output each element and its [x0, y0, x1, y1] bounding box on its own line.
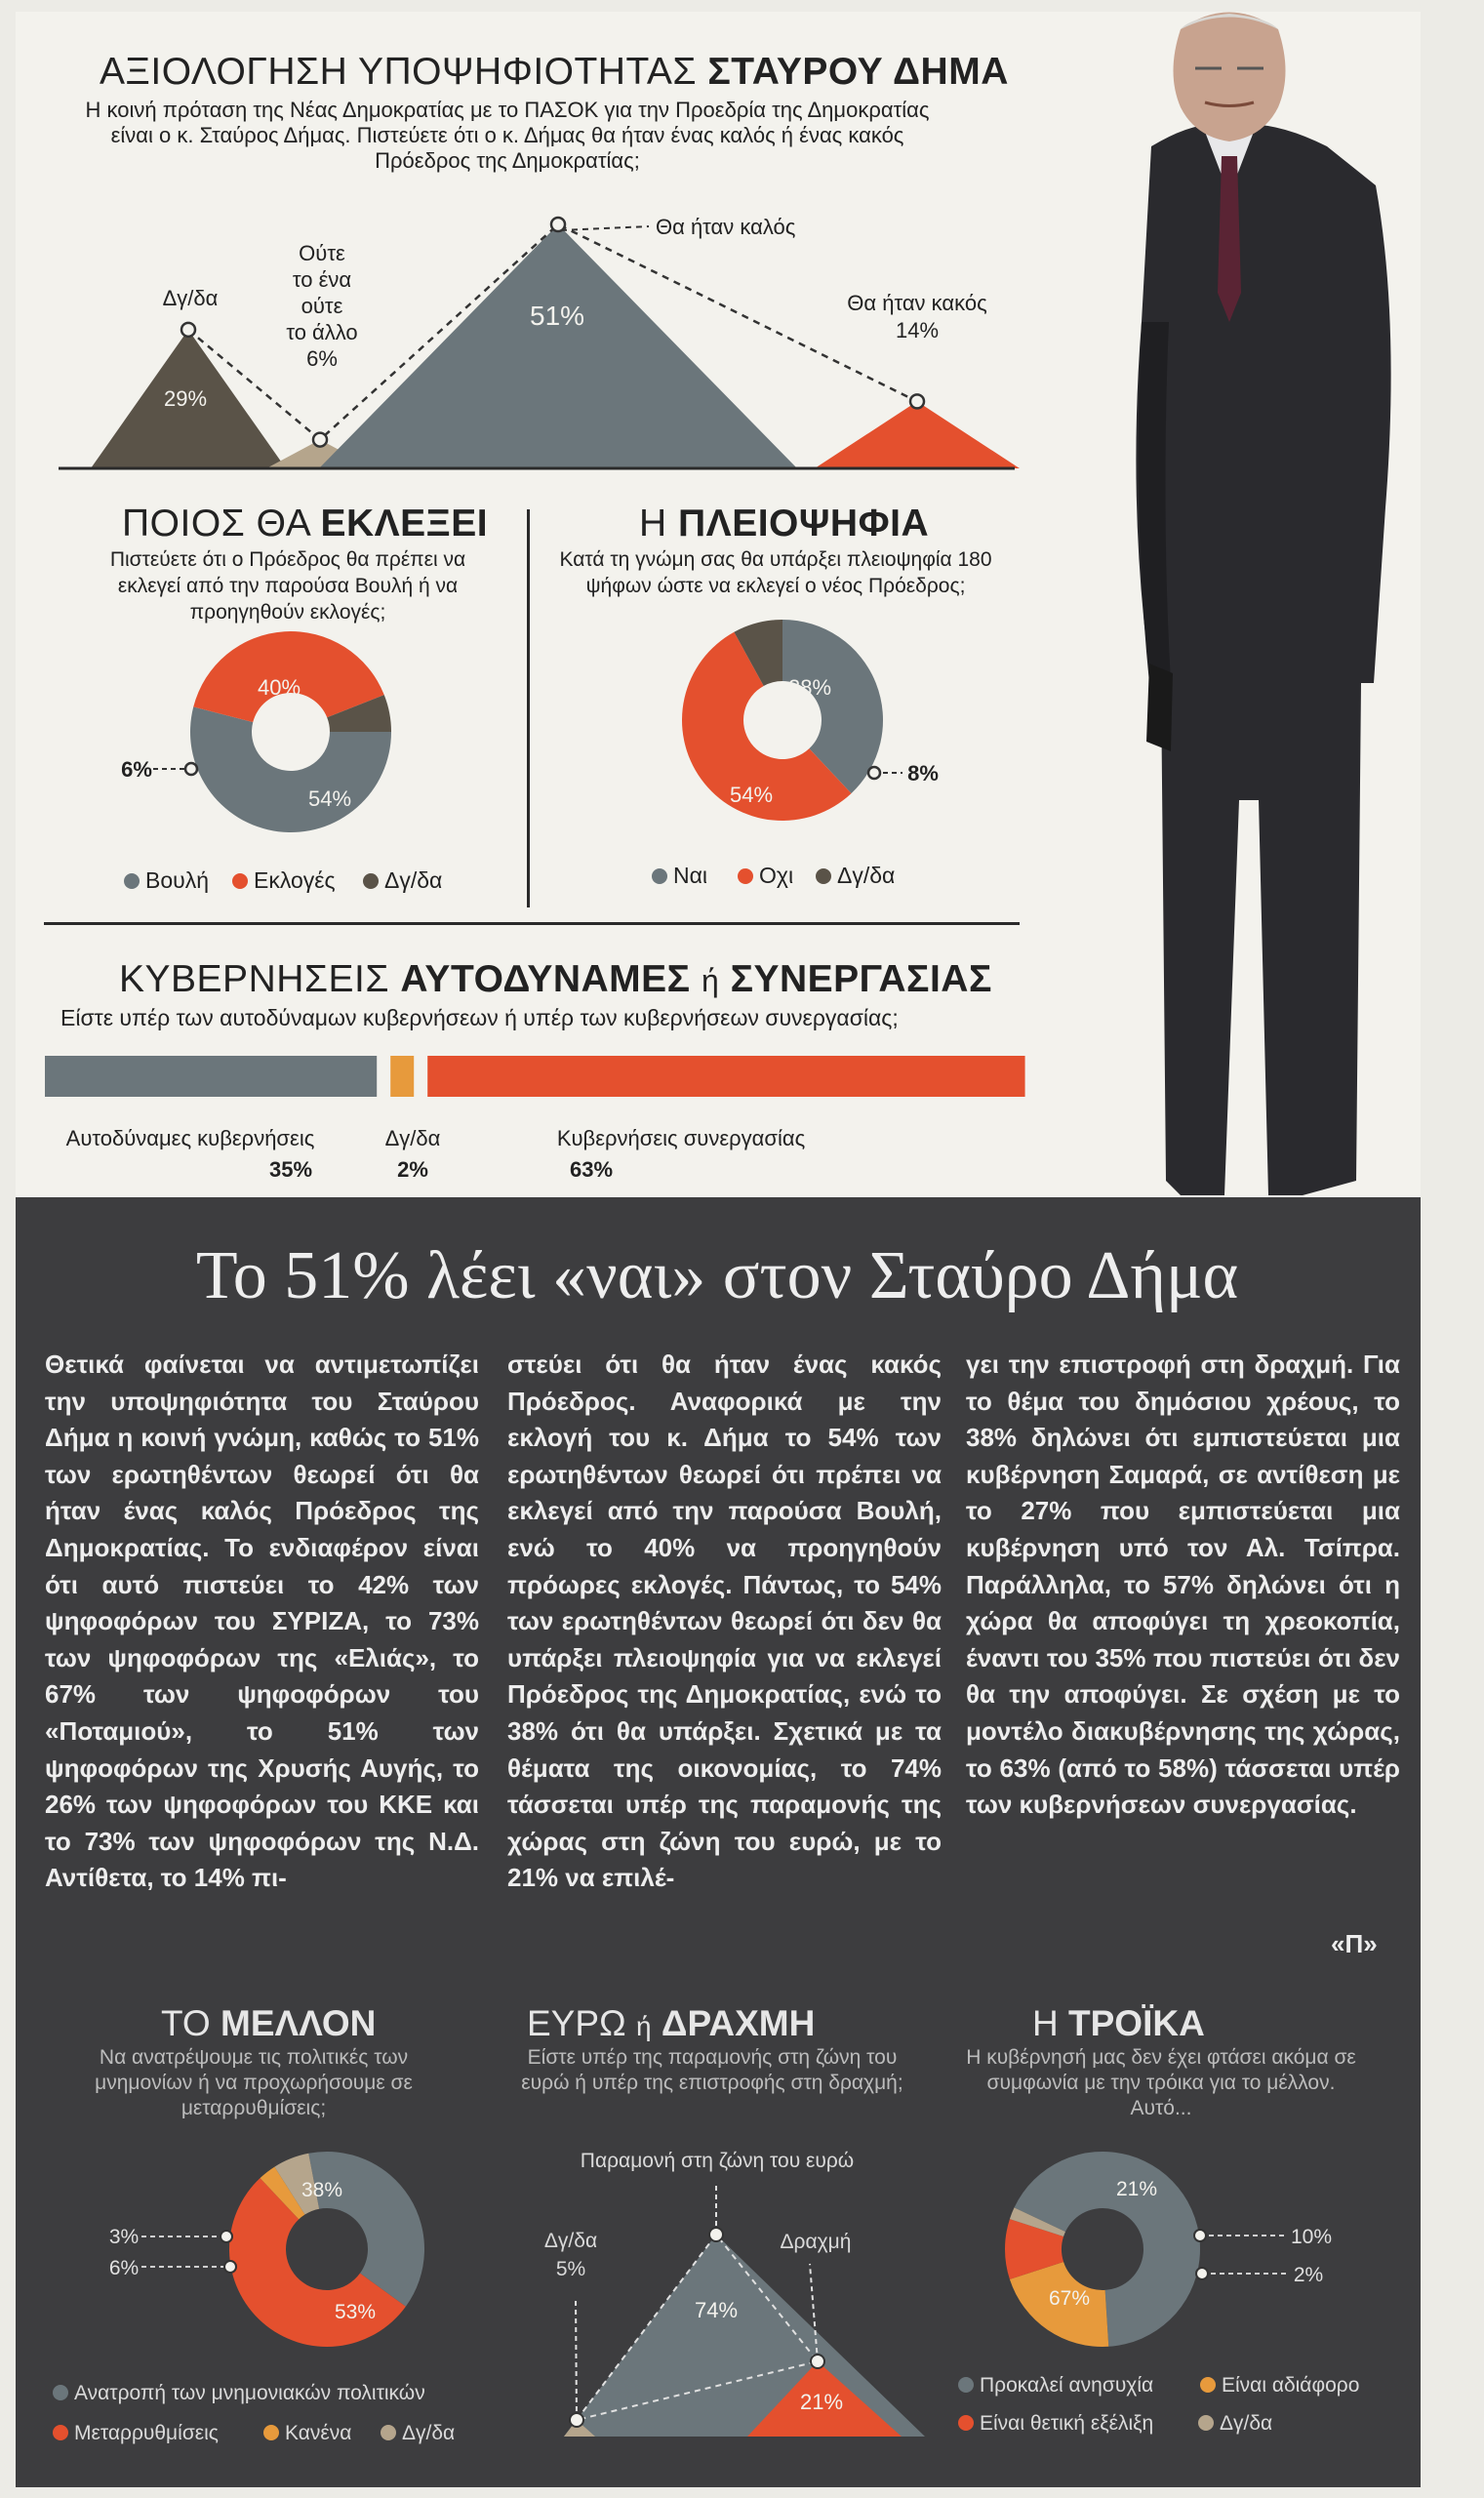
- value-bad: 14%: [895, 318, 940, 342]
- future-legend-2: Κανένα: [263, 2422, 351, 2445]
- troika-dot-b: [1196, 2268, 1208, 2279]
- value-good: 51%: [530, 301, 585, 331]
- governments-title: ΚΥΒΕΡΝΗΣΕΙΣ ΑΥΤΟΔΥΝΑΜΕΣ ή ΣΥΝΕΡΓΑΣΙΑΣ: [119, 958, 992, 1000]
- future-value-1: 53%: [334, 2301, 377, 2323]
- troika-legend-3: Δγ/δα: [1198, 2412, 1272, 2436]
- article-column-2: στεύει ότι θα ήταν ένας κακός Πρόεδρος. Αναφορικά με την εκλογή του κ. Δήμα το 54% των ερωτηθέντων θεωρεί ότι πρέπει να εκλεγεί από την παρούσα Βουλή, ενώ το 40% να προηγηθούν πρόωρες εκλογές. Πάντως, το 54% των ερωτηθέντων θεωρεί ότι δεν θα υπάρξει πλειοψηφία για να εκλεγεί Πρόεδρος της Δημοκρατίας, ενώ το 38% ότι θα υπάρξει. Σχετικά με τα θέματα της οικονομίας, το 74% τάσσεται υπέρ της παραμονής της χώρας στη ζώνη του ευρώ, με το 21% να επιλέ-: [507, 1350, 942, 1893]
- governments-subtitle: Είστε υπέρ των αυτοδύναμων κυβερνήσεων ή υπέρ των κυβερνήσεων συνεργασίας;: [60, 1005, 899, 1030]
- who-elects-legend-dk-swatch: [363, 873, 379, 889]
- label-dk: Δγ/δα: [162, 286, 219, 310]
- majority-title: Η ΠΛΕΙΟΨΗΦΙΑ: [639, 503, 930, 544]
- future-legend-1: Μεταρρυθμίσεις: [53, 2422, 219, 2445]
- candidacy-title: ΑΞΙΟΛΟΓΗΣΗ ΥΠΟΨΗΦΙΟΤΗΤΑΣ ΣΤΑΥΡΟΥ ΔΗΜΑ: [100, 51, 1009, 93]
- troika-value-1: 21%: [1115, 2178, 1158, 2200]
- who-elects-value-dk: 6%: [121, 757, 152, 782]
- troika-value-0: 67%: [1048, 2287, 1091, 2310]
- troika-legend-0: Προκαλεί ανησυχία: [958, 2374, 1153, 2397]
- euro-value-drachma: 21%: [799, 2390, 844, 2414]
- who-elects-value-ekloges: 40%: [257, 675, 301, 700]
- troika-subtitle: Η κυβέρνησή μας δεν έχει φτάσει ακόμα σε συμφωνία με την τρόικα για το μέλλον. Αυτό...: [966, 2046, 1356, 2119]
- euro-value-stay: 74%: [694, 2298, 739, 2322]
- troika-dot-a: [1194, 2230, 1206, 2241]
- euro-label-stay: Παραμονή στη ζώνη του ευρώ: [580, 2150, 855, 2172]
- future-legend-3: Δγ/δα: [381, 2422, 455, 2445]
- euro-label-dk: Δγ/δα: [543, 2230, 598, 2252]
- governments-label-1: Δγ/δα: [384, 1126, 441, 1150]
- troika-legend-1: Είναι αδιάφορο: [1200, 2374, 1359, 2397]
- label-good: Θα ήταν καλός: [656, 215, 796, 239]
- who-elects-legend-dk: Δγ/δα: [363, 867, 442, 894]
- who-elects-value-vouli: 54%: [307, 786, 352, 811]
- governments-value-0: 35%: [268, 1157, 313, 1182]
- troika-legend-1-swatch: [1200, 2377, 1216, 2393]
- article-headline: Το 51% λέει «ναι» στον Σταύρο Δήμα: [195, 1238, 1239, 1313]
- majority-value-no: 54%: [729, 783, 774, 807]
- troika-legend-0-swatch: [958, 2377, 974, 2393]
- future-subtitle: Να ανατρέψουμε τις πολιτικές των μνημονίων ή να προχωρήσουμε σε μεταρρυθμίσεις;: [95, 2046, 413, 2119]
- troika-legend-2: Είναι θετική εξέλιξη: [958, 2412, 1153, 2436]
- majority-legend-dk-swatch: [816, 868, 831, 884]
- governments-label-2: Κυβερνήσεις συνεργασίας: [556, 1126, 806, 1150]
- majority-legend-dk: Δγ/δα: [816, 863, 895, 889]
- euro-label-drachma: Δραχμή: [780, 2231, 852, 2253]
- majority-value-yes: 38%: [787, 675, 832, 700]
- euro-drachma-subtitle: Είστε υπέρ της παραμονής στη ζώνη του ευρώ ή υπέρ της επιστροφής στη δραχμή;: [521, 2046, 903, 2094]
- governments-value-2: 63%: [569, 1157, 614, 1182]
- article-column-1: Θετικά φαίνεται να αντιμετωπίζει την υποψηφιότητα του Σταύρου Δήμα η κοινή γνώμη, καθώς το 51% των ερωτηθέντων θεωρεί ότι θα ήταν ένας καλός Πρόεδρος της Δημοκρατίας. Το ενδιαφέρον είναι ότι αυτό πιστεύει το 42% των ψηφοφόρων του ΣΥΡΙΖΑ, το 73% των ψηφοφόρων της «Ελιάς», το 67% των ψηφοφόρων του «Ποταμιού», το 51% των ψηφοφόρων της Χρυσής Αυγής, το 26% των ψηφοφόρων του ΚΚΕ και το 73% των ψηφοφόρων της Ν.Δ. Αντίθετα, το 14% πι-: [45, 1350, 479, 1893]
- majority-legend-no: Οχι: [738, 863, 793, 889]
- future-legend-0-swatch: [53, 2385, 68, 2400]
- troika-legend-3-swatch: [1198, 2415, 1214, 2431]
- governments-label-0: Αυτοδύναμες κυβερνήσεις: [65, 1126, 315, 1150]
- majority-legend-yes: Ναι: [652, 863, 707, 889]
- who-elects-legend-ekloges-swatch: [232, 873, 248, 889]
- future-value-3: 6%: [108, 2257, 140, 2279]
- majority-value-dk: 8%: [907, 761, 939, 786]
- value-neither: 6%: [306, 346, 338, 371]
- future-legend-2-swatch: [263, 2425, 279, 2440]
- majority-subtitle: Κατά τη γνώμη σας θα υπάρξει πλειοψηφία 180 ψήφων ώστε να εκλεγεί ο νέος Πρόεδρος;: [559, 548, 992, 597]
- who-elects-title: ΠΟΙΟΣ ΘΑ ΕΚΛΕΞΕΙ: [122, 503, 489, 544]
- majority-legend-yes-swatch: [652, 868, 667, 884]
- euro-value-dk: 5%: [555, 2258, 586, 2280]
- troika-value-3: 2%: [1293, 2264, 1324, 2286]
- who-elects-legend-ekloges: Εκλογές: [232, 867, 336, 894]
- euro-drachma-title: ΕΥΡΩ ή ΔΡΑΧΜΗ: [527, 2003, 816, 2043]
- governments-value-1: 2%: [397, 1157, 428, 1182]
- who-elects-legend-vouli-swatch: [124, 873, 140, 889]
- troika-title: Η ΤΡΟΪΚΑ: [1032, 2003, 1205, 2043]
- article-signature: «Π»: [1331, 1929, 1378, 1958]
- label-bad: Θα ήταν κακός 14%: [820, 290, 1015, 344]
- future-value-2: 3%: [108, 2226, 140, 2248]
- who-elects-subtitle: Πιστεύετε ότι ο Πρόεδρος θα πρέπει να εκλεγεί από την παρούσα Βουλή ή να προηγηθούν εκλογές;: [109, 548, 466, 624]
- future-title: ΤΟ ΜΕΛΛΟΝ: [161, 2003, 377, 2043]
- future-legend-1-swatch: [53, 2425, 68, 2440]
- article-column-3: γει την επιστροφή στη δραχμή. Για το θέμα του δημόσιου χρέους, το 38% δηλώνει ότι εμπιστεύεται μια κυβέρνηση Σαμαρά, σε αντίθεση με το 27% που εμπιστεύεται μια κυβέρνηση υπό τον Αλ. Τσίπρα. Παράλληλα, το 57% δηλώνει ότι η χώρα θα αποφύγει τη χρεοκοπία, έναντι του 35% που πιστεύει ότι δεν θα την αποφύγει. Σε σχέση με το μοντέλο διακυβέρνησης της χώρας, το 63% (από το 58%) τάσσεται υπέρ των κυβερνήσεων συνεργασίας.: [966, 1350, 1400, 1820]
- future-value-0: 38%: [301, 2179, 343, 2201]
- troika-value-2: 10%: [1290, 2226, 1333, 2248]
- majority-legend-no-swatch: [738, 868, 753, 884]
- troika-legend-2-swatch: [958, 2415, 974, 2431]
- label-neither: Ούτε το ένα ούτε το άλλο 6%: [273, 240, 371, 372]
- future-legend-0: Ανατροπή των μνημονιακών πολιτικών: [53, 2382, 425, 2405]
- value-dk: 29%: [164, 386, 208, 411]
- future-legend-3-swatch: [381, 2425, 396, 2440]
- who-elects-legend-vouli: Βουλή: [124, 867, 209, 894]
- candidacy-subtitle: Η κοινή πρόταση της Νέας Δημοκρατίας με το ΠΑΣΟΚ για την Προεδρία της Δημοκρατίας είναι ο κ. Σταύρος Δήμας. Πιστεύετε ότι ο κ. Δήμας θα ήταν ένας καλός ή ένας κακός Πρόεδρος της Δημοκρατίας;: [85, 98, 930, 173]
